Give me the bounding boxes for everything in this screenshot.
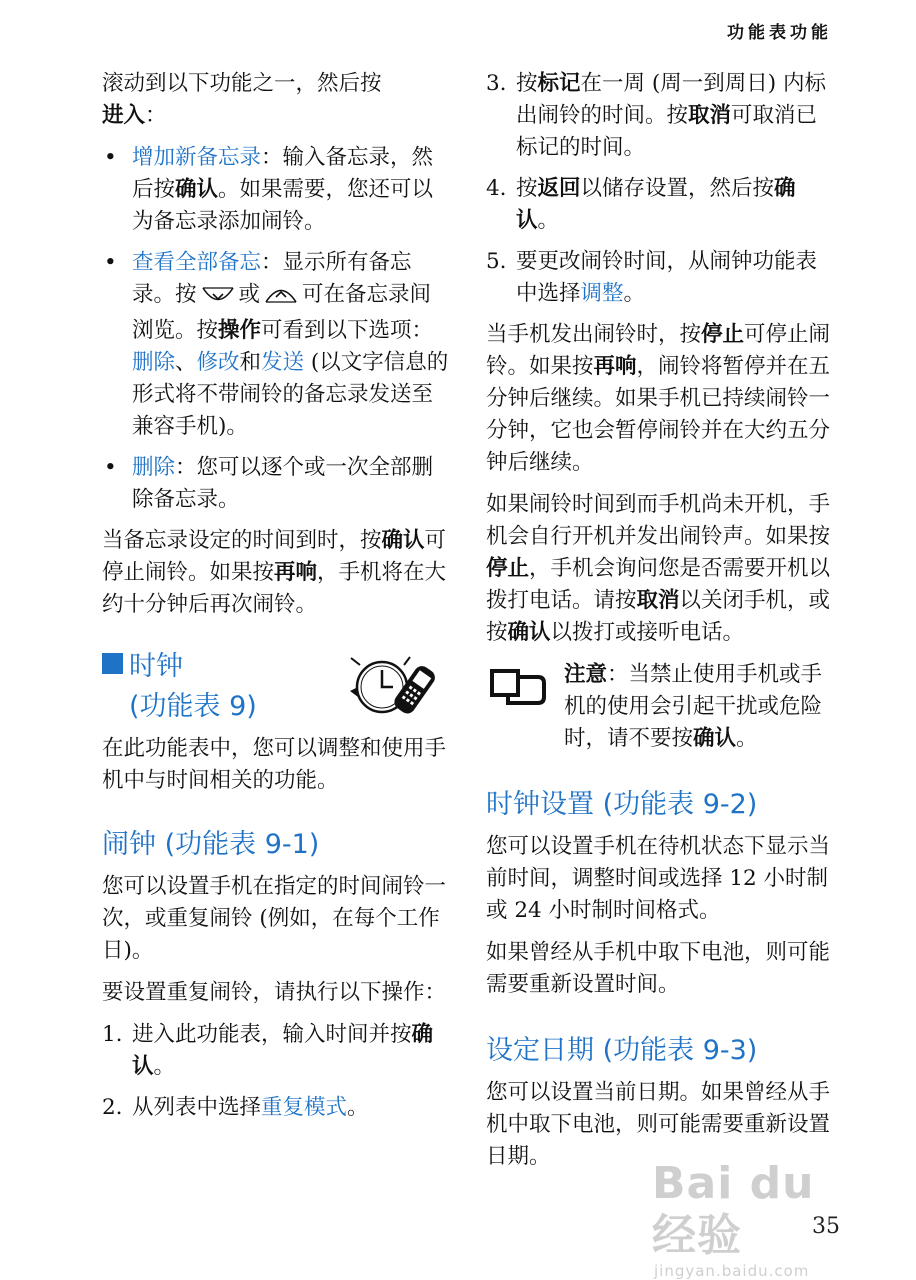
option-add-note[interactable]: 增加新备忘录 [132,145,262,170]
clock-description: 在此功能表中，您可以调整和使用手机中与时间相关的功能。 [102,736,447,793]
list-item: 2. 从列表中选择重复模式。 [102,1095,369,1120]
scroll-up-key-icon [264,283,298,315]
right-column [486,68,834,1183]
set-date-description: 您可以设置当前日期。如果曾经从手机中取下电池，则可能需要重新设置日期。 [486,1080,831,1169]
list-item: • 删除：您可以逐个或一次全部删除备忘录。 [102,452,452,516]
clock-phone-icon [348,653,452,735]
ringing-paragraph: 当手机发出闹铃时，按停止可停止闹铃。如果按再响，闹铃将暂停并在五分钟后继续。如果手机已持续闹铃一分钟，它也会暂停闹铃并在大约五分钟后继续。 [486,322,831,475]
alarm-description: 您可以设置手机在指定的时间闹铃一次，或重复闹铃 (例如，在每个工作日)。 [102,874,447,963]
alarm-steps-list [102,1019,452,1124]
reminder-paragraph: 当备忘录设定的时间到时，按确认可停止闹铃。如果按再响，手机将在大约十分钟后再次闹铃。 [102,528,447,617]
phone-off-paragraph: 如果闹铃时间到而手机尚未开机，手机会自行开机并发出闹铃声。如果按停止，手机会询问您是否需要开机以拨打电话。请按取消以关闭手机，或按确认以拨打或接听电话。 [486,492,831,645]
list-item: 1. 进入此功能表，输入时间并按确认。 [102,1022,434,1079]
option-delete[interactable]: 删除 [132,350,176,375]
running-header: 功能表功能 [727,23,832,43]
list-item: 4. 按返回以储存设置，然后按确认。 [486,176,796,233]
option-send[interactable]: 发送 [261,350,305,375]
alarm-section-title: 闹钟 (功能表 9-1) [102,829,320,860]
repeat-intro: 要设置重复闹铃，请执行以下操作： [102,980,447,1005]
list-item: 5. 要更改闹铃时间，从闹钟功能表中选择调整。 [486,249,818,306]
note-hand-icon [488,667,546,717]
clock-section-title: 时钟 (功能表 9) [102,647,452,727]
note-paragraph: 注意：当禁止使用手机或手机的使用会引起干扰或危险时，请不要按确认。 [486,659,834,755]
intro-paragraph: 滚动到以下功能之一，然后按 进入： [102,71,382,128]
option-edit[interactable]: 修改 [196,350,240,375]
option-view-all-notes[interactable]: 查看全部备忘 [132,250,262,275]
clock-settings-description: 您可以设置手机在待机状态下显示当前时间，调整时间或选择 12 小时制或 24 小时制时间格式。 [486,834,831,923]
baidu-jingyan-watermark: Bai du 经验 jingyan.baidu.com [652,1158,815,1280]
option-adjust[interactable]: 调整 [580,281,624,306]
alarm-steps-continued [486,68,834,310]
option-delete-notes[interactable]: 删除 [132,455,176,480]
notes-options-list [102,142,452,516]
clock-settings-title: 时钟设置 (功能表 9-2) [486,789,758,820]
page-number: 35 [812,1214,840,1239]
scroll-down-key-icon [201,283,235,315]
option-repeat-mode[interactable]: 重复模式 [261,1095,348,1120]
clock-settings-battery-note: 如果曾经从手机中取下电池，则可能需要重新设置时间。 [486,940,831,997]
left-column [102,68,452,1133]
list-item: • 查看全部备忘：显示所有备忘录。按 或 可在备忘录间浏览。按操作可看到以下选项：删除、修改和发送 (以文字信息的形式将不带闹铃的备忘录发送至兼容手机)。 [102,247,452,443]
section-square-icon [102,653,123,674]
list-item: 3. 按标记在一周 (周一到周日) 内标出闹铃的时间。按取消可取消已标记的时间。 [486,71,826,160]
set-date-title: 设定日期 (功能表 9-3) [486,1035,758,1066]
list-item: • 增加新备忘录：输入备忘录，然后按确认。如果需要，您还可以为备忘录添加闹铃。 [102,142,452,238]
